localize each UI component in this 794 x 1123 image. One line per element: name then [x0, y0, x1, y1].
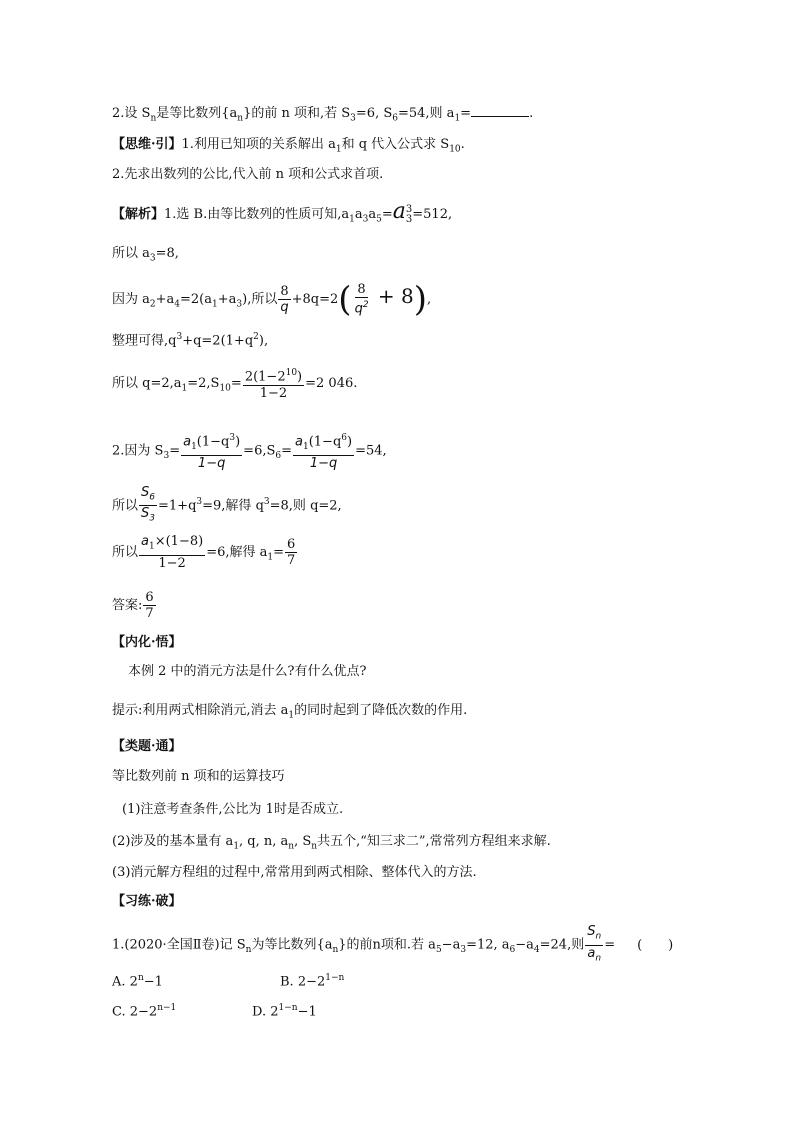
numerator-text: ×(1−8) [154, 534, 204, 549]
q2-text: =6, S [355, 106, 393, 121]
numerator: 6 [145, 590, 154, 605]
numerator-text: ) [297, 369, 303, 385]
subscript: 3 [405, 213, 413, 225]
subscript: 3 [149, 253, 156, 264]
q2-text: 是等比数列{a [156, 106, 238, 121]
superscript: n [137, 973, 144, 983]
solution-text: 因为 a [112, 292, 150, 307]
solution-text: ),所以 [242, 292, 278, 307]
fraction-a1-times [139, 534, 205, 571]
option-c-text: C. 2−2 [112, 1004, 158, 1020]
answer-paren: ( ) [637, 937, 674, 953]
thinking-line-1 [112, 136, 465, 159]
solution-text: +a [155, 292, 175, 307]
question-text: =24,则 [539, 937, 585, 953]
option-b [280, 969, 344, 991]
category-item-3: (3)消元解方程组的过程中,常常用到两式相除、整体代入的方法. [112, 865, 477, 880]
internal-question: 本例 2 中的消元方法是什么?有什么优点? [128, 664, 367, 679]
fraction-sn-over-an [585, 924, 603, 966]
fraction-s6 [293, 431, 354, 471]
superscript: n−1 [157, 1003, 177, 1013]
question-text: 为等比数列{a [251, 937, 333, 953]
solution-part-2-line-3: 所以 $\frac{a_1\times(1-8)}{1-2}$ =6,解得 $a_1=$ $\frac{6}{7}$ [112, 534, 296, 571]
solution-part-2-line-1: 2.因为 $S_3=$ $\frac{a_1(1-q^3)}{1-q}$ $=6,S_6=$ $\frac{a_1(1-q^6)}{1-q}$ =54, [112, 433, 387, 471]
solution-text: =512, [412, 207, 453, 222]
subscript: 3 [362, 214, 369, 225]
hint-text: 提示:利用两式相除消元,消去 a [112, 703, 289, 718]
superscript: 1−n [278, 1003, 298, 1013]
solution-text: =2,S [187, 376, 220, 391]
subscript: n [150, 113, 157, 124]
q2-text: =54,则 a [397, 106, 455, 121]
numerator-s: S [141, 484, 150, 500]
solution-text: 所以 [112, 498, 139, 514]
internal-hint: 提示:利用两式相除消元,消去 $a_1$的同时起到了降低次数的作用. [112, 703, 468, 721]
solution-text: +q=2(1+q [182, 333, 254, 349]
solution-text: 1.选 B.由等比数列的性质可知,a [164, 207, 350, 222]
numerator-a: a [183, 434, 192, 450]
option-b-text: B. 2−2 [280, 974, 326, 990]
solution-line-1: 【解析】1.选 B.由等比数列的性质可知$,a_1a_3a_5=a$ 3 3 =512, [112, 199, 453, 225]
fraction-8-over-q2 [353, 282, 371, 316]
question-text: = [604, 937, 616, 953]
numerator-text: (1−q [196, 434, 230, 450]
option-d-text: −1 [297, 1004, 317, 1020]
solution-text: =6,S [243, 443, 276, 459]
left-paren: ( [338, 279, 352, 320]
subscript: 1 [454, 113, 461, 124]
numerator-text: 2(1−2 [244, 369, 286, 385]
solution-text: =54, [355, 443, 387, 459]
denominator: 1−2 [158, 555, 186, 571]
denominator: 7 [145, 606, 154, 621]
item-text: 共五个,“知三求二”,常常列方程组来求解. [317, 834, 551, 849]
solution-text: 所以 a [112, 246, 150, 261]
q2-text: 2.设 S [112, 106, 151, 121]
solution-text: =8,则 q=2, [269, 498, 342, 514]
question-text: 1.(2020·全国Ⅱ卷)记 S [112, 937, 246, 953]
question-text: =12, a [466, 937, 510, 953]
answer-fraction [143, 590, 155, 621]
solution-line-2 [112, 245, 179, 268]
numerator: $a_1(1-q^6)$ [293, 431, 354, 456]
thinking-text: 和 q 代入公式求 S [341, 137, 450, 152]
numerator: 6 [287, 536, 296, 552]
solution-text: = [230, 376, 242, 391]
hint-text: 的同时起到了降低次数的作用. [294, 703, 468, 718]
subscript: 6 [392, 113, 398, 124]
solution-text: =8, [155, 246, 179, 261]
option-a-text: −1 [143, 974, 163, 990]
option-d-text: D. 2 [252, 1004, 279, 1020]
solution-text: ), [258, 333, 269, 349]
numerator: $S_6$ [139, 485, 157, 507]
answer-line [112, 588, 157, 624]
numerator-text: ) [235, 434, 241, 450]
category-item-1: (1)注意考查条件,公比为 1时是否成立. [122, 802, 344, 817]
denominator: $S_3$ [141, 506, 156, 524]
question-text: −a [515, 937, 534, 953]
numerator-text: (1−q [308, 434, 342, 450]
denominator: q [280, 300, 289, 315]
solution-line-4: 整理可得$,q^3+q=2(1+q^2)$, [112, 332, 269, 349]
subscript: 3 [350, 113, 356, 124]
denominator: 1−q [309, 455, 338, 471]
solution-line-3: 因为 $a_2+a_4=2(a_1+a_3)$,所以 $\frac{8}{q}$ +8q=2( $\frac{8}{q^2}$ + 8), [112, 279, 432, 320]
solution-text: 所以 q=2,a [112, 376, 182, 391]
item-text: , S [294, 834, 312, 849]
q2-text: }的前 n 项和,若 S [243, 106, 351, 121]
denominator: 1−2 [259, 385, 288, 401]
solution-text: =2(a [180, 292, 213, 307]
solution-text: a [354, 207, 363, 222]
solution-text: =9,解得 q [202, 498, 264, 514]
option-d [252, 999, 317, 1021]
fraction-s10 [243, 366, 304, 400]
math-a3: a [392, 199, 406, 224]
fraction-s6-over-s3 [139, 485, 157, 527]
right-paren: ) [413, 279, 428, 320]
solution-text: = [273, 544, 285, 560]
category-title: 等比数列前 n 项和的运算技巧 [112, 769, 285, 784]
numerator: $S_n$ [585, 924, 603, 946]
subscript: 1 [349, 214, 355, 225]
numerator-s: S [587, 924, 596, 939]
denominator: $q^2$ [354, 300, 369, 317]
solution-text: a [368, 207, 377, 222]
option-a-text: A. 2 [112, 974, 138, 990]
practice-label: 【习练·破】 [112, 894, 182, 909]
solution-text: = [381, 207, 393, 222]
solution-text: +8q=2 [291, 292, 339, 307]
solution-text: +a [217, 292, 237, 307]
numerator: 8 [280, 284, 289, 299]
q2-text: . [529, 106, 534, 121]
numerator-a: a [141, 534, 149, 549]
subscript: 10 [219, 383, 231, 394]
option-c [112, 999, 176, 1021]
numerator-a: a [295, 434, 303, 450]
solution-text: =2 046. [305, 376, 358, 391]
solution-part-2-line-2: 所以 $\frac{S_6}{S_3}$ $=1+q^3=9$,解得 $q^3=8$,则 q=2, [112, 484, 342, 527]
plus-8: + 8 [371, 284, 414, 308]
solution-text: 2.因为 S [112, 443, 164, 459]
subscript: 1 [335, 144, 342, 155]
numerator: 8 [357, 282, 366, 298]
category-item-2: (2)涉及的基本量有 $a_1$, q, n, $a_n$, $S_n$共五个,“知三求二”,常常列方程组来求解. [112, 834, 551, 852]
q2-text: = [460, 106, 472, 121]
item-text: , q, n, a [239, 834, 289, 849]
answer-label: 答案: [112, 598, 143, 613]
fraction-s3 [181, 431, 242, 471]
superscript: 1−n [325, 973, 345, 983]
question-text: −a [441, 937, 461, 953]
question-2 [112, 104, 533, 128]
denominator: 7 [287, 552, 296, 568]
solution-label: 【解析】 [112, 207, 165, 222]
solution-text: = [281, 443, 293, 459]
denominator: 1−q [197, 455, 226, 471]
numerator-text: ) [347, 434, 353, 450]
thinking-text: . [460, 137, 465, 152]
solution-text: =6,解得 a [206, 544, 268, 560]
practice-question-1: 1.(2020·全国Ⅱ卷)记 $S_n$为等比数列$\{a_n\}$的前n项和.若 $a_5-a_3=12$, $a_6-a_4=24$,则 $\frac{S_n}{a_n}$ = ( ) [112, 924, 673, 968]
thinking-label: 【思维·引】 [112, 137, 182, 152]
numerator: $2(1-2^{10})$ [244, 368, 303, 385]
question-text: }的前n项和.若 a [338, 937, 436, 953]
solution-line-5: 所以 $q=2,a_1=2,S_{10}=$ $\frac{2(1-2^{10})}{1-2}$ =2 046. [112, 368, 358, 401]
fraction-6-over-7 [285, 537, 297, 568]
denominator: $a_n$ [587, 945, 602, 964]
solution-text: =1+q [158, 498, 197, 514]
solution-text: 所以 [112, 544, 139, 560]
denominator-a: a [587, 945, 596, 961]
item-text: (2)涉及的基本量有 a [112, 834, 234, 849]
subscript: n [237, 113, 244, 124]
thinking-text: 1.利用已知项的关系解出 a [181, 137, 336, 152]
solution-text: 整理可得,q [112, 333, 177, 349]
solution-text: = [169, 443, 181, 459]
category-label: 【类题·通】 [112, 739, 182, 754]
thinking-line-2: 2.先求出数列的公比,代入前 n 项和公式求首项. [112, 167, 384, 182]
fraction-8-over-q [278, 284, 290, 315]
numerator: $a_1\times(1-8)$ [139, 534, 205, 556]
denominator-s: S [141, 506, 150, 522]
answer-blank [471, 104, 529, 117]
internal-label: 【内化·悟】 [112, 635, 182, 650]
superscript: 3 [405, 203, 413, 215]
option-a [112, 969, 163, 991]
subscript: 10 [449, 144, 461, 155]
denominator-q: q [354, 301, 363, 317]
numerator: $a_1(1-q^3)$ [181, 431, 242, 456]
